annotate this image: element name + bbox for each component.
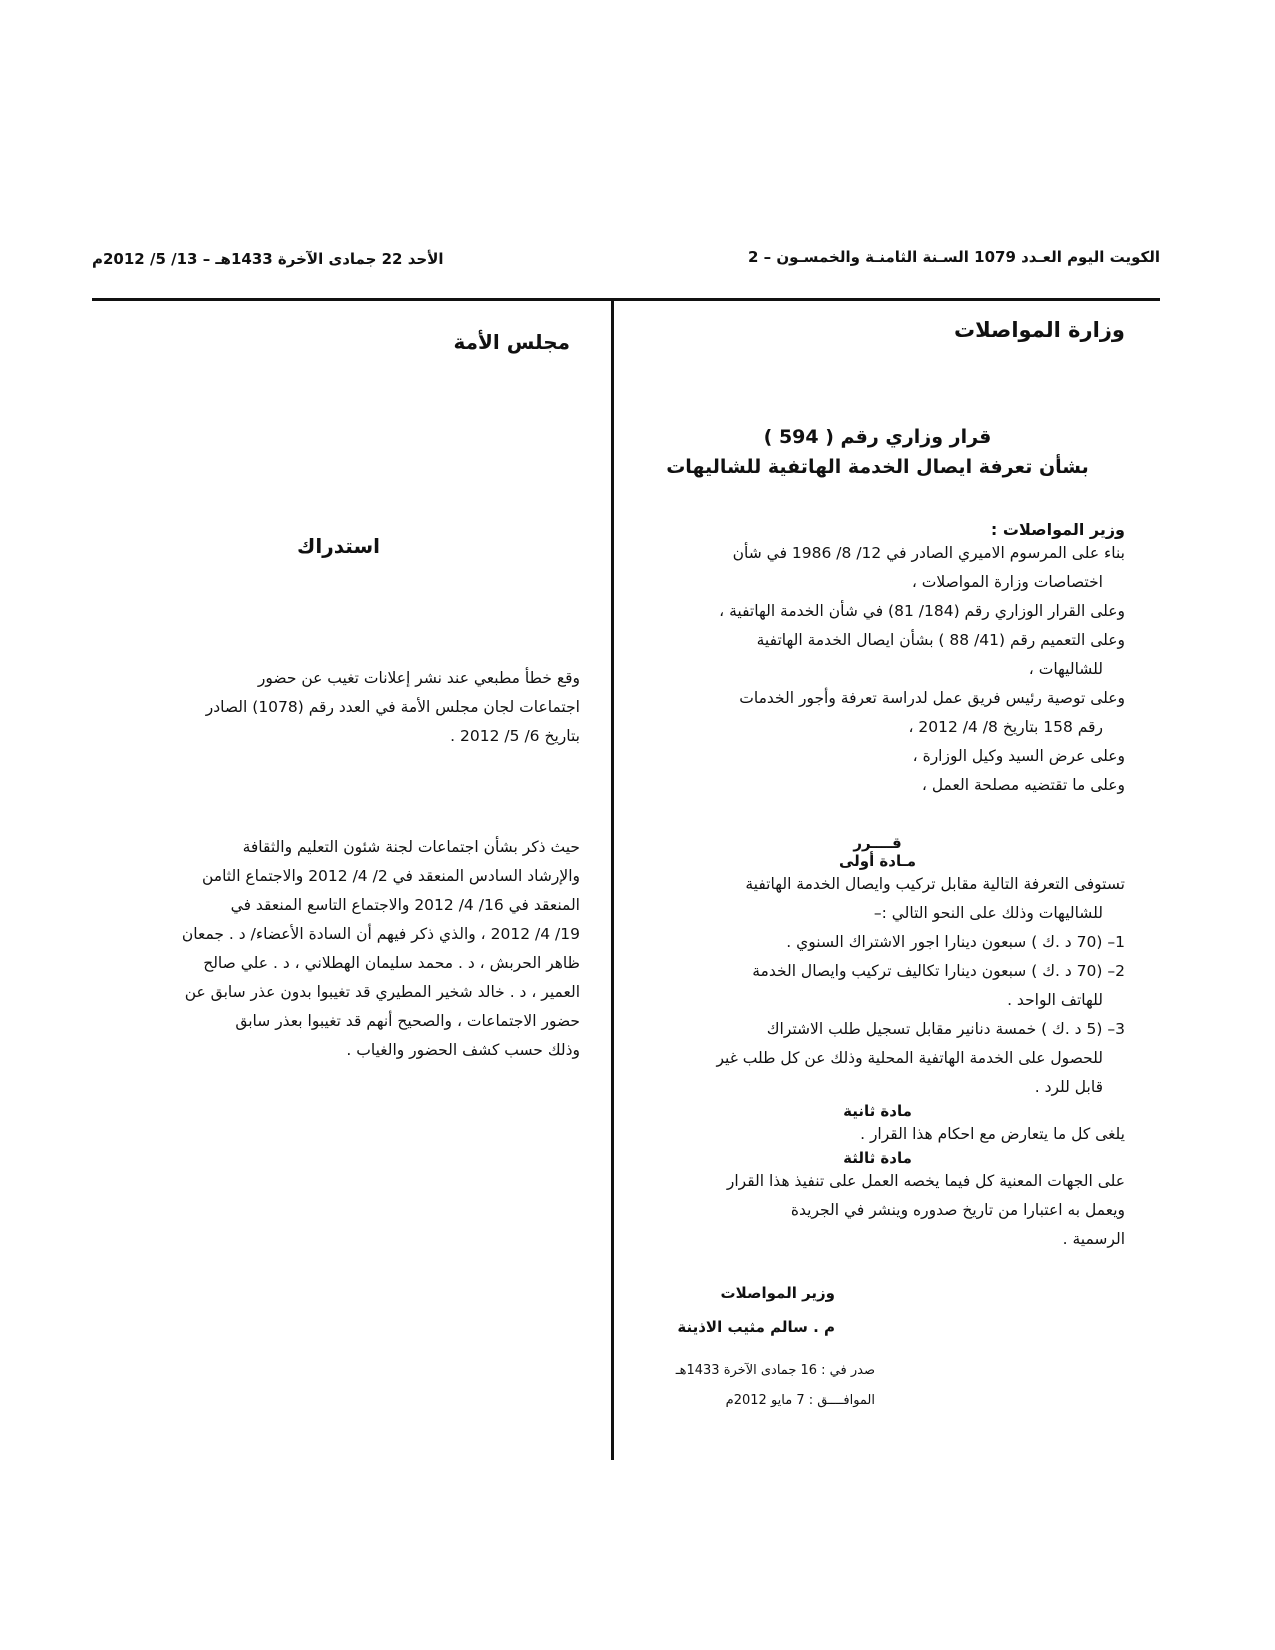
article1-body (630, 870, 1125, 1102)
column-divider (611, 300, 614, 1460)
paragraph-line: ظاهر الحربش ، د . محمد سليمان الهطلاني ، د . علي صالح (203, 954, 580, 972)
paragraph-line: اجتماعات لجان مجلس الأمة في العدد رقم (1078) الصادر (205, 698, 580, 716)
article-line: ويعمل به اعتبارا من تاريخ صدوره وينشر في الجريدة (790, 1201, 1125, 1219)
decides-heading: قــــرر (853, 834, 902, 852)
decree-subject: بشأن تعرفة ايصال الخدمة الهاتفية للشاليهات (666, 456, 1089, 478)
section-title-ministry: وزارة المواصلات (953, 318, 1125, 342)
header-issue-info: الكويت اليوم العـدد 1079 السـنة الثامنـة والخمسـون – 2 (747, 248, 1160, 266)
issued-gregorian: الموافــــق : 7 مايو 2012م (725, 1393, 875, 1408)
article-line: للهاتف الواحد . (1007, 991, 1103, 1009)
preamble-line: رقم 158 بتاريخ 8/ 4/ 2012 ، (908, 718, 1103, 736)
signature-block (630, 1276, 1125, 1344)
preamble-line: وعلى التعميم رقم (41/ 88 ) بشأن ايصال الخدمة الهاتفية (756, 631, 1125, 649)
paragraph-line: 19/ 4/ 2012 ، والذي ذكر فيهم أن السادة الأعضاء/ د . جمعان (181, 925, 580, 943)
article3-title: مادة ثالثة (843, 1149, 912, 1167)
section-title-parliament: مجلس الأمة (453, 330, 570, 354)
preamble-line: اختصاصات وزارة المواصلات ، (911, 573, 1103, 591)
decree-title: قرار وزاري رقم ( 594 ) (763, 426, 992, 448)
signature-title: وزير المواصلات (720, 1284, 835, 1302)
minister-label: وزير المواصلات : (990, 520, 1125, 539)
preamble (630, 539, 1125, 800)
preamble-line: وعلى ما تقتضيه مصلحة العمل ، (921, 776, 1125, 794)
article1-title: مـادة أولى (838, 852, 917, 870)
article-line: على الجهات المعنية كل فيما يخصه العمل على تنفيذ هذا القرار (726, 1172, 1125, 1190)
issued-hijri: صدر في : 16 جمادى الآخرة 1433هـ (675, 1363, 875, 1378)
paragraph-line: وقع خطأ مطبعي عند نشر إعلانات تغيب عن حضور (257, 669, 580, 687)
paragraph-line: بتاريخ 6/ 5/ 2012 . (450, 727, 580, 745)
page-header (92, 248, 1160, 292)
article3-body (630, 1167, 1125, 1254)
paragraph-line: العمير ، د . خالد شخير المطيري قد تغيبوا بدون عذر سابق عن (184, 983, 580, 1001)
correction-paragraph-2 (110, 833, 580, 1065)
article-line: 2– (70 د .ك ) سبعون دينارا تكاليف تركيب وايصال الخدمة (752, 962, 1125, 980)
correction-paragraph-1 (110, 664, 580, 751)
header-date: الأحد 22 جمادى الآخرة 1433هـ – 13/ 5/ 2012م (92, 250, 444, 268)
article-line: 1– (70 د .ك ) سبعون دينارا اجور الاشتراك السنوي . (786, 933, 1125, 951)
ministry-column (630, 318, 1125, 1416)
correction-title: استدراك (297, 534, 380, 558)
preamble-line: وعلى القرار الوزاري رقم (184/ 81) في شأن الخدمة الهاتفية ، (719, 602, 1125, 620)
article-line: تستوفى التعرفة التالية مقابل تركيب وايصال الخدمة الهاتفية (745, 875, 1125, 893)
paragraph-line: حضور الاجتماعات ، والصحيح أنهم قد تغيبوا بعذر سابق (235, 1012, 580, 1030)
article-line: 3– (5 د .ك ) خمسة دنانير مقابل تسجيل طلب الاشتراك (766, 1020, 1125, 1038)
paragraph-line: وذلك حسب كشف الحضور والغياب . (346, 1041, 580, 1059)
paragraph-line: حيث ذكر بشأن اجتماعات لجنة شئون التعليم والثقافة (242, 838, 580, 856)
parliament-column (110, 330, 580, 1065)
paragraph-line: المنعقد في 16/ 4/ 2012 والاجتماع التاسع المنعقد في (230, 896, 580, 914)
preamble-line: وعلى توصية رئيس فريق عمل لدراسة تعرفة وأجور الخدمات (739, 689, 1125, 707)
article-line: للشاليهات وذلك على النحو التالي :– (873, 904, 1103, 922)
article-line: للحصول على الخدمة الهاتفية المحلية وذلك عن كل طلب غير (716, 1049, 1103, 1067)
article-line: الرسمية . (1062, 1230, 1125, 1248)
article-line: قابل للرد . (1034, 1078, 1103, 1096)
article2-body: يلغى كل ما يتعارض مع احكام هذا القرار . (860, 1125, 1125, 1143)
preamble-line: بناء على المرسوم الاميري الصادر في 12/ 8/ 1986 في شأن (732, 544, 1125, 562)
header-rule (92, 298, 1160, 301)
article2-title: مادة ثانية (843, 1102, 912, 1120)
preamble-line: للشاليهات ، (1028, 660, 1103, 678)
issue-date-block (630, 1356, 1125, 1416)
preamble-line: وعلى عرض السيد وكيل الوزارة ، (912, 747, 1125, 765)
paragraph-line: والإرشاد السادس المنعقد في 2/ 4/ 2012 والاجتماع الثامن (201, 867, 580, 885)
signature-name: م . سالم مثيب الاذينة (677, 1318, 835, 1336)
